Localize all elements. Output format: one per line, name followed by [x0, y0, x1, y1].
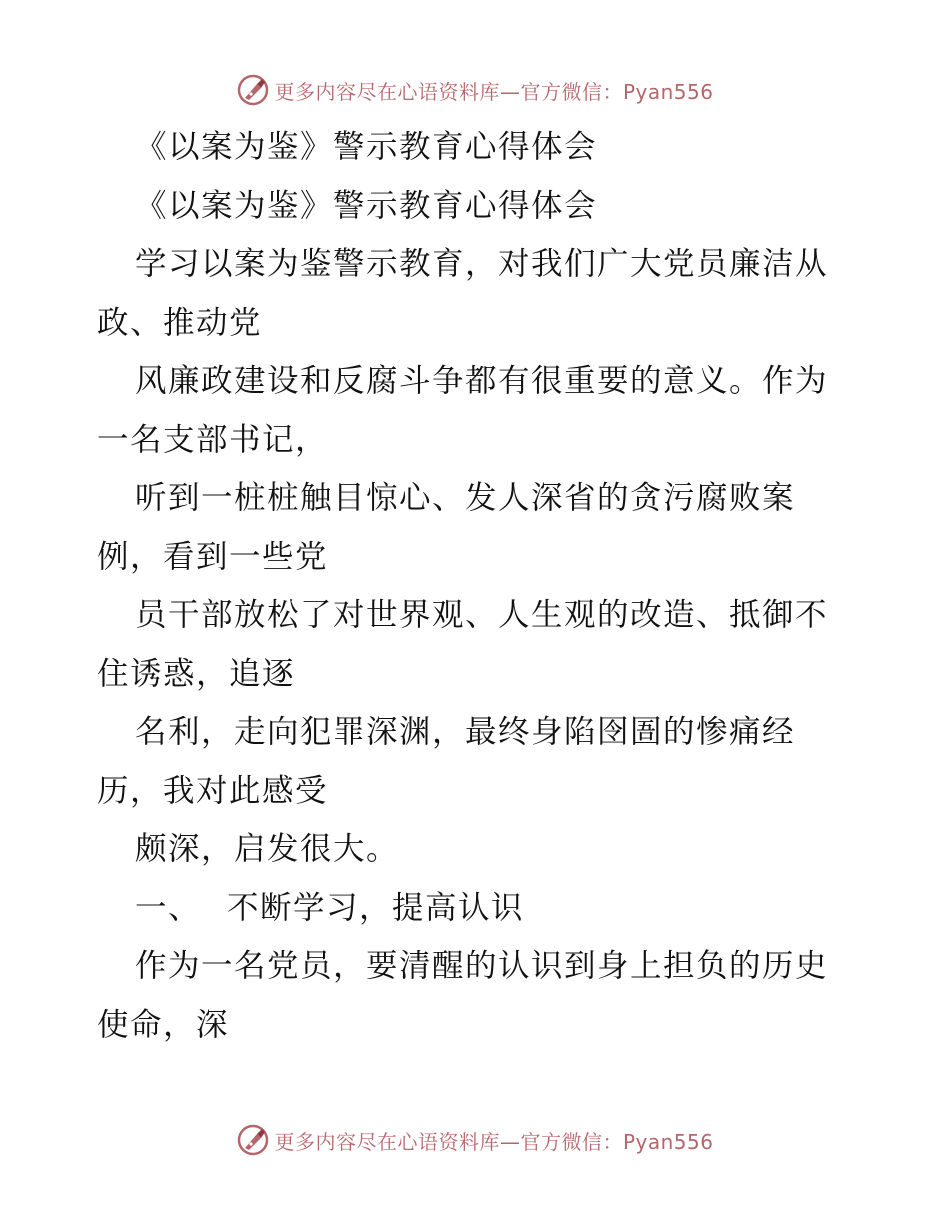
pen-nib-logo-icon — [236, 1123, 270, 1157]
paragraph-line: 例，看到一些党 — [97, 538, 329, 575]
header-banner — [0, 70, 950, 110]
paragraph-line: 员干部放松了对世界观、人生观的改造、抵御不 — [135, 597, 829, 633]
paragraph-line: 作为一名党员，要清醒的认识到身上担负的历史 — [135, 948, 829, 984]
paragraph-line: 名利，走向犯罪深渊，最终身陷囹圄的惨痛经 — [135, 714, 796, 750]
document-body — [97, 118, 857, 1054]
section-title: 不断学习，提高认识 — [227, 889, 525, 926]
banner-text: 更多内容尽在心语资料库—官方微信：Pyan556 — [274, 1129, 714, 1154]
paragraph-line: 住诱惑，追逐 — [97, 655, 296, 692]
document-title: 《以案为鉴》警示教育心得体会 — [135, 129, 598, 165]
paragraph-line: 政、推动党 — [97, 304, 263, 341]
paragraph-line: 颇深，启发很大。 — [135, 831, 400, 867]
footer-banner — [0, 1120, 950, 1160]
banner-text: 更多内容尽在心语资料库—官方微信：Pyan556 — [274, 79, 714, 104]
section-number: 一、 — [135, 889, 202, 926]
paragraph-line: 一名支部书记， — [97, 421, 329, 458]
paragraph-line: 使命，深 — [97, 1006, 230, 1043]
document-subtitle: 《以案为鉴》警示教育心得体会 — [135, 187, 598, 224]
paragraph-line: 学习以案为鉴警示教育，对我们广大党员廉洁从 — [135, 246, 829, 282]
paragraph-line: 风廉政建设和反腐斗争都有很重要的意义。作为 — [135, 363, 829, 399]
paragraph-line: 历，我对此感受 — [97, 772, 329, 809]
section-heading — [97, 879, 857, 938]
pen-nib-logo-icon — [236, 73, 270, 107]
paragraph-line: 听到一桩桩触目惊心、发人深省的贪污腐败案 — [135, 480, 796, 516]
